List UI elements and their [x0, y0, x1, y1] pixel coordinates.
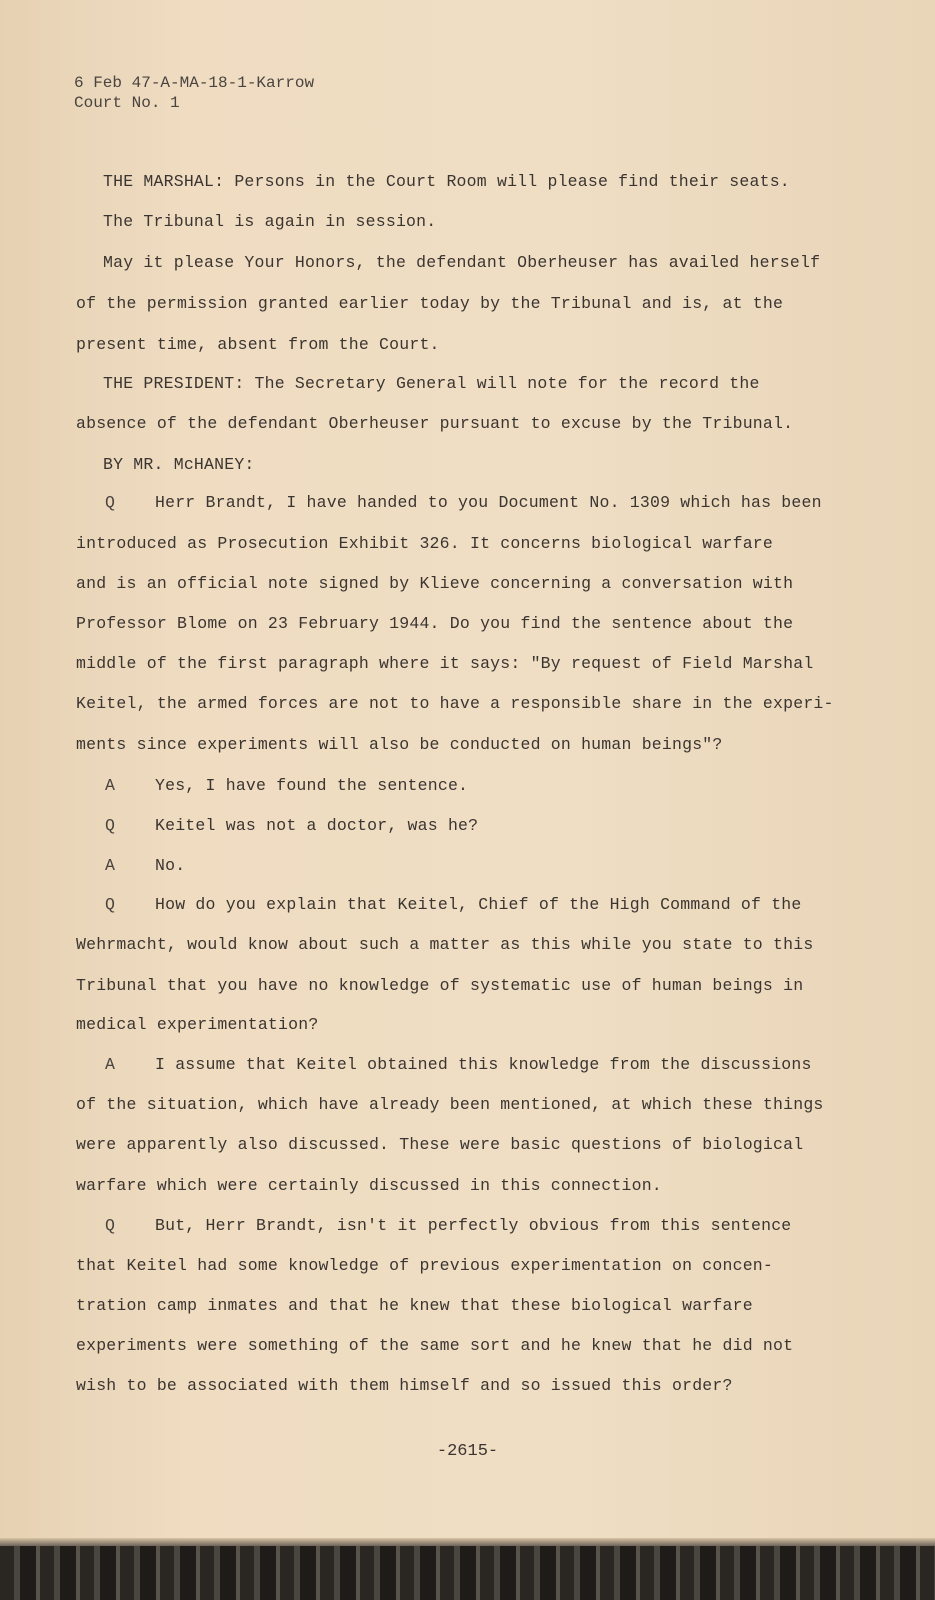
speaker-label: Q: [105, 1216, 115, 1235]
transcript-line: of the situation, which have already been mentioned, at which these things: [76, 1095, 824, 1114]
speaker-label: Q: [105, 895, 115, 914]
transcript-line: and is an official note signed by Klieve concerning a conversation with: [76, 574, 794, 593]
transcript-line: How do you explain that Keitel, Chief of the High Command of the: [155, 895, 802, 914]
transcript-line: Professor Blome on 23 February 1944. Do you find the sentence about the: [76, 614, 794, 633]
transcript-line: Herr Brandt, I have handed to you Document No. 1309 which has been: [155, 493, 822, 512]
transcript-line: tration camp inmates and that he knew that these biological warfare: [76, 1296, 753, 1315]
transcript-line: But, Herr Brandt, isn't it perfectly obvious from this sentence: [155, 1216, 792, 1235]
transcript-line: THE PRESIDENT: The Secretary General will note for the record the: [103, 374, 760, 393]
transcript-line: Yes, I have found the sentence.: [155, 776, 469, 795]
document-reference: 6 Feb 47-A-MA-18-1-Karrow: [74, 74, 315, 92]
transcript-line: medical experimentation?: [76, 1015, 319, 1034]
speaker-label: A: [105, 776, 115, 795]
transcript-line: Tribunal that you have no knowledge of systematic use of human beings in: [76, 976, 804, 995]
transcript-line: were apparently also discussed. These were basic questions of biological: [76, 1135, 804, 1154]
transcript-line: wish to be associated with them himself and so issued this order?: [76, 1376, 733, 1395]
transcript-line: introduced as Prosecution Exhibit 326. It concerns biological warfare: [76, 534, 774, 553]
transcript-line: middle of the first paragraph where it says: "By request of Field Marshal: [76, 654, 814, 673]
transcript-line: experiments were something of the same sort and he knew that he did not: [76, 1336, 794, 1355]
scan-edge: [0, 1538, 935, 1546]
speaker-label: Q: [105, 816, 115, 835]
transcript-line: Keitel, the armed forces are not to have a responsible share in the experi-: [76, 694, 834, 713]
transcript-line: Wehrmacht, would know about such a matter as this while you state to this: [76, 935, 814, 954]
scan-border: [0, 1546, 935, 1600]
transcript-line: absence of the defendant Oberheuser pursuant to excuse by the Tribunal.: [76, 414, 794, 433]
speaker-label: A: [105, 1055, 115, 1074]
transcript-line: ments since experiments will also be conducted on human beings"?: [76, 735, 723, 754]
transcript-line: May it please Your Honors, the defendant Oberheuser has availed herself: [103, 253, 821, 272]
transcript-line: THE MARSHAL: Persons in the Court Room will please find their seats.: [103, 172, 790, 191]
transcript-line: No.: [155, 856, 186, 875]
transcript-line: of the permission granted earlier today by the Tribunal and is, at the: [76, 294, 784, 313]
page-number: -2615-: [436, 1442, 499, 1461]
transcript-line: that Keitel had some knowledge of previous experimentation on concen-: [76, 1256, 774, 1275]
transcript-line: I assume that Keitel obtained this knowledge from the discussions: [155, 1055, 812, 1074]
speaker-label: A: [105, 856, 115, 875]
transcript-line: The Tribunal is again in session.: [103, 212, 437, 231]
speaker-label: Q: [105, 493, 115, 512]
transcript-line: BY MR. McHANEY:: [103, 455, 255, 474]
transcript-line: Keitel was not a doctor, was he?: [155, 816, 479, 835]
court-number: Court No. 1: [74, 94, 180, 112]
transcript-line: warfare which were certainly discussed in this connection.: [76, 1176, 662, 1195]
transcript-line: present time, absent from the Court.: [76, 335, 440, 354]
